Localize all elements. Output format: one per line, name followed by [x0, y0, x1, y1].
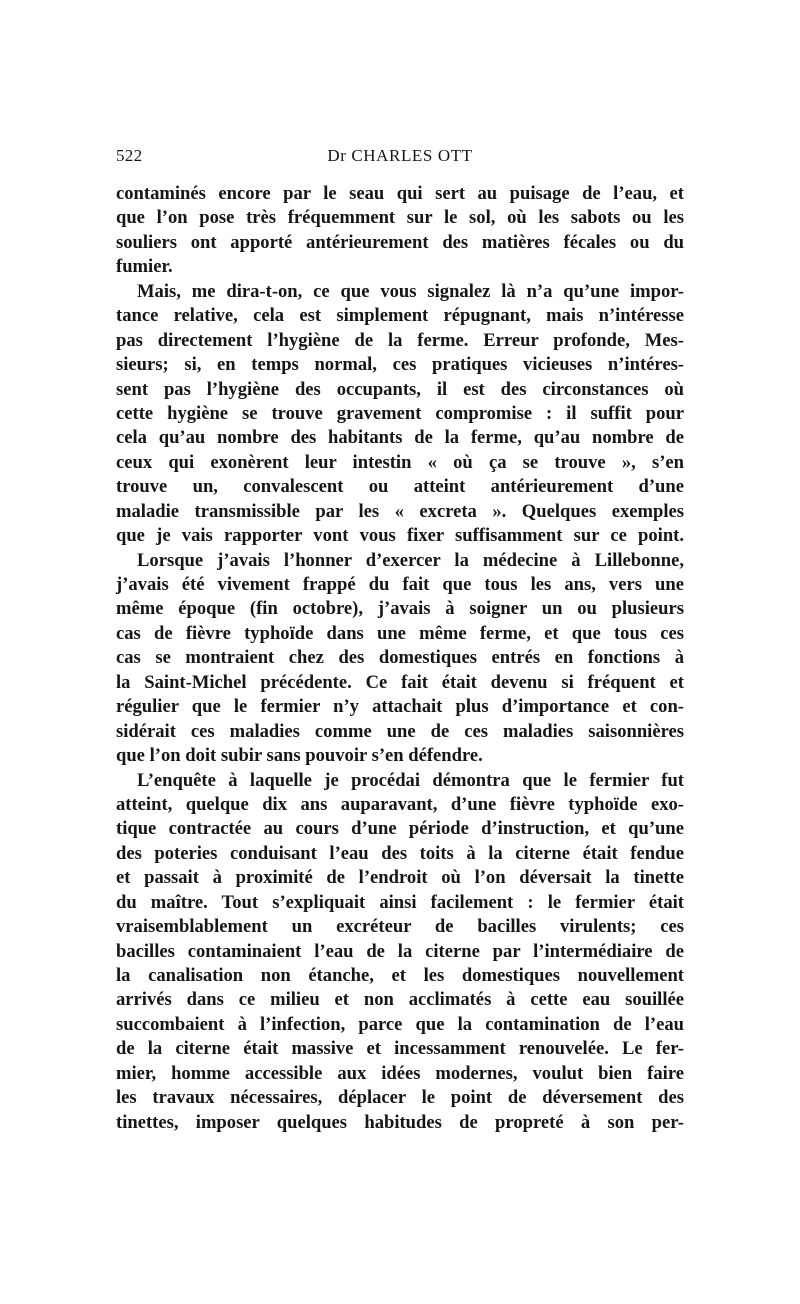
header-title: Dr CHARLES OTT — [327, 146, 473, 165]
text-line: que l’on pose très fréquemment sur le sol, où les sabots ou les — [116, 207, 684, 229]
text-line: maladie transmissible par les « excreta ». Quelques exemples — [116, 500, 684, 522]
text-line: cas de fièvre typhoïde dans une même ferme, et que tous ces — [116, 622, 684, 644]
text-line: de la citerne était massive et incessamment renouvelée. Le fer- — [116, 1038, 684, 1060]
text-line: que l’on doit subir sans pouvoir s’en défendre. — [116, 745, 483, 767]
text-line: cette hygiène se trouve gravement compromise : il suffit pour — [116, 402, 684, 424]
text-line: cas se montraient chez des domestiques entrés en fonctions à — [116, 647, 684, 669]
running-head — [116, 146, 684, 172]
text-line: tinettes, imposer quelques habitudes de propreté à son per- — [116, 1111, 684, 1133]
text-line: cela qu’au nombre des habitants de la ferme, qu’au nombre de — [116, 427, 684, 449]
text-line: atteint, quelque dix ans auparavant, d’une fièvre typhoïde exo- — [116, 793, 684, 815]
text-line: Mais, me dira-t-on, ce que vous signalez là n’a qu’une impor- — [137, 280, 684, 302]
text-line: trouve un, convalescent ou atteint antérieurement d’une — [116, 476, 684, 498]
text-line: sidérait ces maladies comme une de ces maladies saisonnières — [116, 720, 684, 742]
text-line: pas directement l’hygiène de la ferme. Erreur profonde, Mes- — [116, 329, 684, 351]
text-line: même époque (fin octobre), j’avais à soigner un ou plusieurs — [116, 598, 684, 620]
text-line: les travaux nécessaires, déplacer le point de déversement des — [116, 1087, 684, 1109]
text-line: succombaient à l’infection, parce que la contamination de l’eau — [116, 1013, 684, 1035]
text-line: L’enquête à laquelle je procédai démontra que le fermier fut — [137, 769, 684, 791]
text-line: j’avais été vivement frappé du fait que tous les ans, vers une — [116, 574, 684, 595]
text-line: bacilles contaminaient l’eau de la citerne par l’intermédiaire de — [116, 940, 684, 962]
text-line: ceux qui exonèrent leur intestin « où ça se trouve », s’en — [116, 451, 684, 473]
text-line: que je vais rapporter vont vous fixer suffisamment sur ce point. — [116, 525, 684, 547]
text-line: fumier. — [116, 256, 173, 278]
text-line: mier, homme accessible aux idées modernes, voulut bien faire — [116, 1062, 684, 1084]
text-line: contaminés encore par le seau qui sert au puisage de l’eau, et — [116, 183, 684, 204]
page-number: 522 — [116, 146, 143, 165]
text-line: régulier que le fermier n’y attachait plus d’importance et con- — [116, 696, 684, 718]
text-line: arrivés dans ce milieu et non acclimatés à cette eau souillée — [116, 989, 684, 1011]
text-line: sent pas l’hygiène des occupants, il est des circonstances où — [116, 378, 684, 400]
body-text — [116, 182, 684, 1135]
text-line: vraisemblablement un excréteur de bacilles virulents; ces — [116, 916, 684, 938]
text-line: la canalisation non étanche, et les domestiques nouvellement — [116, 965, 684, 986]
text-line: sieurs; si, en temps normal, ces pratiques vicieuses n’intéres- — [116, 354, 684, 376]
text-line: tance relative, cela est simplement répugnant, mais n’intéresse — [116, 305, 684, 327]
text-line: souliers ont apporté antérieurement des matières fécales ou du — [116, 231, 684, 253]
text-line: du maître. Tout s’expliquait ainsi facilement : le fermier était — [116, 891, 684, 913]
text-line: la Saint-Michel précédente. Ce fait était devenu si fréquent et — [116, 671, 684, 693]
text-line: des poteries conduisant l’eau des toits à la citerne était fendue — [116, 842, 684, 864]
text-line: tique contractée au cours d’une période d’instruction, et qu’une — [116, 818, 684, 840]
text-line: et passait à proximité de l’endroit où l’on déversait la tinette — [116, 867, 684, 889]
text-line: Lorsque j’avais l’honner d’exercer la médecine à Lillebonne, — [137, 549, 684, 571]
